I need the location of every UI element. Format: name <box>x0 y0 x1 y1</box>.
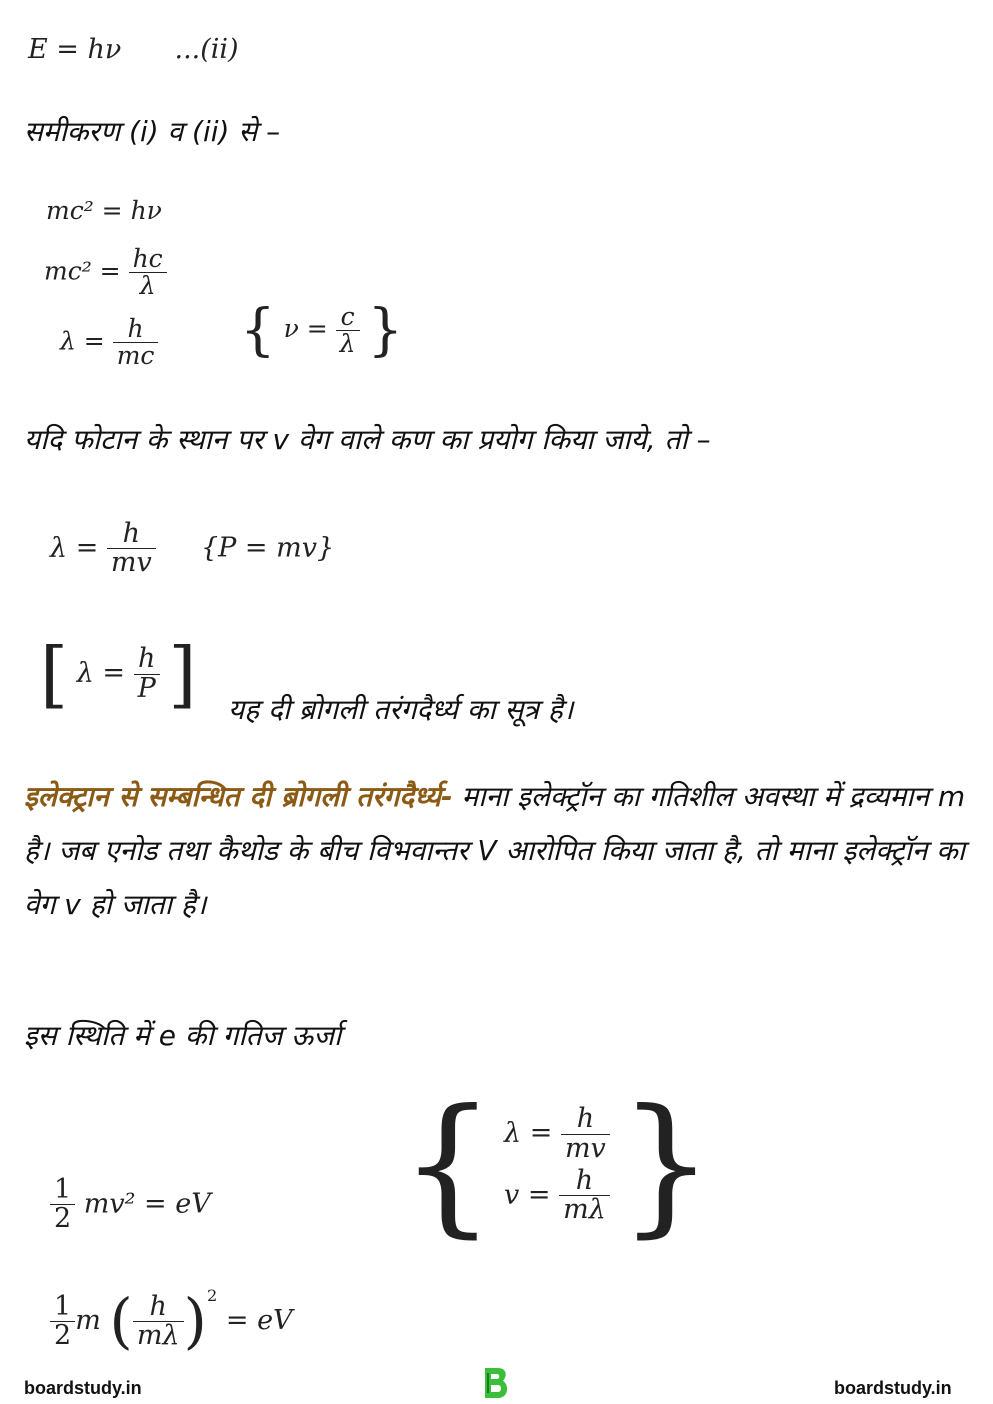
braced-line-v <box>504 1165 610 1227</box>
equation-rhs: mv² = eV <box>83 1188 211 1220</box>
section-heading: इलेक्ट्रान से सम्बन्धित दी ब्रोगली तरंगदैर्ध्य- <box>24 780 453 813</box>
fraction-denominator: mc <box>116 341 155 371</box>
fraction-numerator: h <box>559 1167 610 1196</box>
fraction <box>129 246 167 300</box>
right-brace-icon: } <box>618 1078 714 1252</box>
left-brace-icon: { <box>400 1078 496 1252</box>
equation-lambda-h-p <box>40 632 196 716</box>
fraction-denominator: mv <box>564 1132 606 1164</box>
fraction <box>107 520 156 578</box>
equation-energy <box>28 34 239 65</box>
fraction-denominator: 2 <box>54 1203 72 1235</box>
fraction-numerator: 1 <box>50 1293 75 1322</box>
note-lhs: λ = <box>504 1117 553 1149</box>
fraction-half <box>50 1290 75 1351</box>
left-brace-icon: { <box>240 298 276 363</box>
fraction <box>133 1290 184 1351</box>
right-paren-icon: ) <box>183 1286 207 1357</box>
text-kinetic-energy: इस स्थिति में e की गतिज ऊर्जा <box>24 1019 342 1052</box>
fraction-denominator: 2 <box>54 1320 72 1351</box>
section-body: माना इलेक्ट्रॉन का गतिशील अवस्था में द्रव्यमान m है। जब एनोड तथा कैथोड के बीच विभवान्तर V आरोपित किया जाता है, तो माना इलेक्ट्रॉन का वेग v हो जाता है। <box>24 780 966 921</box>
handwritten-note-nu <box>240 298 403 363</box>
note-braced-equations <box>400 1078 714 1252</box>
fraction-numerator: h <box>107 520 156 549</box>
equation-lambda-h-mc <box>60 316 158 370</box>
fraction-numerator: h <box>113 316 159 343</box>
right-brace-icon: } <box>367 298 404 363</box>
section-paragraph <box>24 770 974 932</box>
equation-reference: ...(ii) <box>174 34 239 65</box>
brand-logo-icon <box>481 1366 511 1400</box>
fraction-denominator: λ <box>339 329 356 358</box>
braced-stack <box>504 1103 610 1226</box>
fraction <box>336 301 360 358</box>
fraction-numerator: h <box>133 1293 184 1322</box>
braced-line-lambda <box>504 1103 610 1165</box>
equation-substituted <box>50 1286 293 1357</box>
equation-mc2-hc-lambda <box>44 246 167 300</box>
equation-lhs: λ = <box>60 326 105 356</box>
footer-site-right[interactable]: boardstudy.in <box>834 1378 952 1398</box>
momentum-note: {P = mv} <box>200 532 335 564</box>
left-bracket-icon: [ <box>40 632 69 716</box>
footer-site-left[interactable]: boardstudy.in <box>24 1378 142 1398</box>
fraction-half <box>50 1176 75 1234</box>
fraction-denominator: mλ <box>136 1320 180 1351</box>
right-bracket-icon: ] <box>168 632 197 716</box>
text-from-equations: समीकरण (i) व (ii) से – <box>24 115 281 148</box>
note-lhs: v = <box>504 1179 551 1211</box>
mass-symbol: m <box>75 1305 101 1336</box>
equation-rhs: = eV <box>225 1305 293 1336</box>
fraction <box>113 316 159 370</box>
text-de-broglie-formula: यह दी ब्रोगली तरंगदैर्ध्य का सूत्र है। <box>228 693 574 726</box>
fraction-numerator: 1 <box>50 1176 75 1205</box>
fraction <box>561 1105 610 1163</box>
fraction-numerator: c <box>336 304 360 331</box>
note-lhs: ν = <box>283 314 328 343</box>
fraction-denominator: P <box>137 672 156 704</box>
fraction <box>559 1167 610 1225</box>
equation-lhs: λ = <box>50 532 99 564</box>
fraction-numerator: h <box>561 1105 610 1134</box>
equation-kinetic-energy <box>50 1176 211 1234</box>
fraction-denominator: λ <box>139 271 156 301</box>
fraction-denominator: mλ <box>563 1194 606 1226</box>
fraction-numerator: hc <box>129 246 167 273</box>
fraction <box>134 645 160 703</box>
exponent: 2 <box>206 1286 218 1305</box>
text-if-particle: यदि फोटान के स्थान पर v वेग वाले कण का प्रयोग किया जाये, तो – <box>24 423 711 456</box>
equation-lhs: λ = <box>76 657 126 689</box>
fraction-denominator: mv <box>110 547 152 579</box>
equation-lhs: mc² = <box>44 256 121 286</box>
left-paren-icon: ( <box>109 1286 133 1357</box>
equation-energy-lhs: E = hν <box>28 34 122 65</box>
fraction-numerator: h <box>134 645 160 674</box>
equation-lambda-h-mv <box>50 520 334 578</box>
equation-mc2-hnu: mc² = hν <box>46 196 162 225</box>
